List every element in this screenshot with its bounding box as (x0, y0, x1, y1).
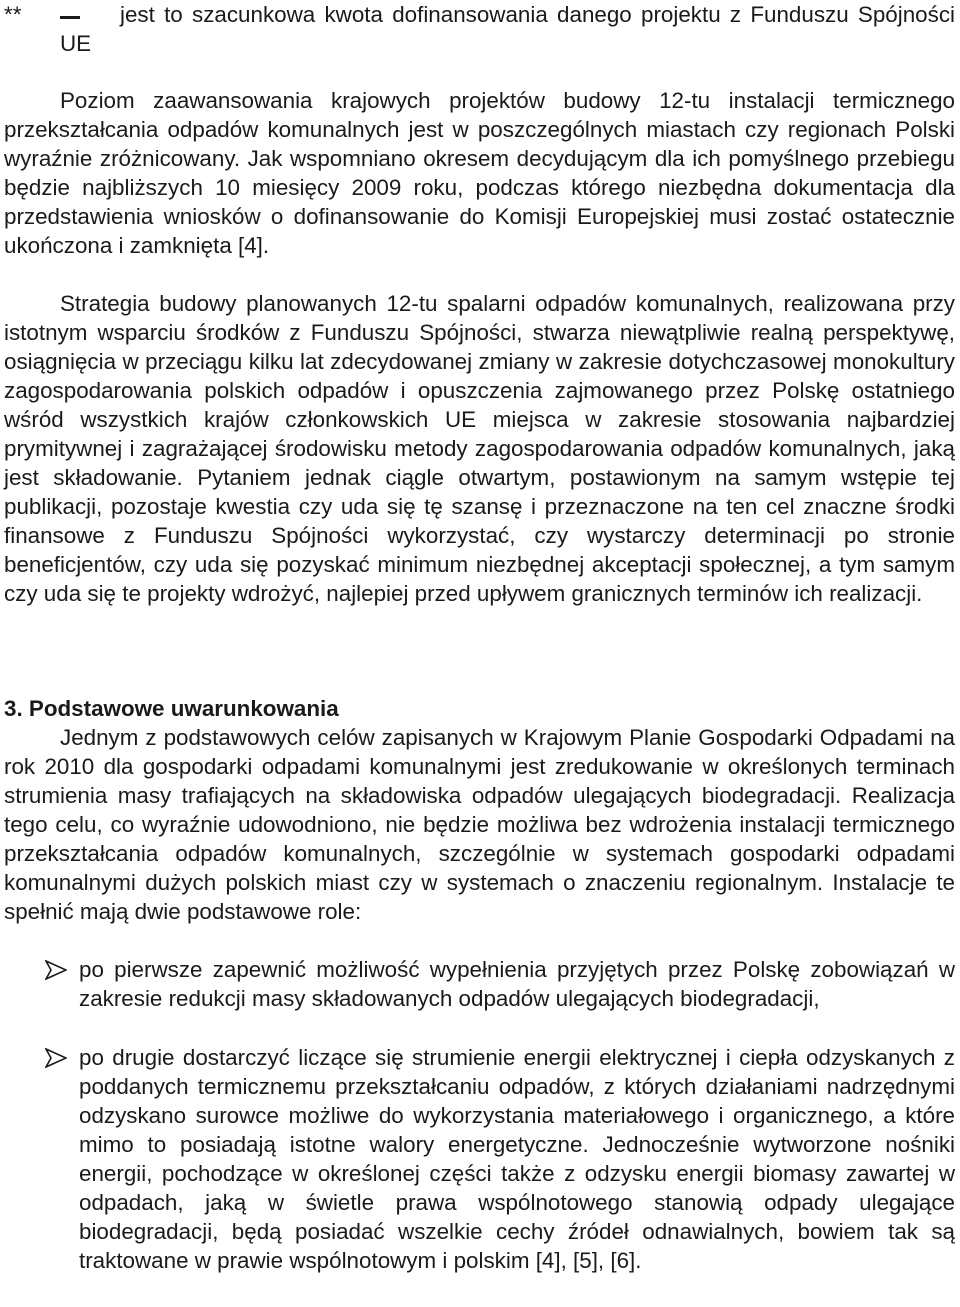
section-heading: 3. Podstawowe uwarunkowania (4, 696, 339, 721)
footnote-marker: ** (4, 2, 22, 27)
bullet-text: po pierwsze zapewnić możliwość wypełnienia przyjętych przez Polskę zobowiązań w zakresie redukcji masy składowanych odpadów ulegających biodegradacji, (79, 957, 955, 1011)
bullet-text: po drugie dostarczyć liczące się strumienie energii elektrycznej i ciepła odzyskanych z poddanych termicznemu przekształcaniu odpadów, z których działaniami nadrzędnymi odzyskano surowce możliwe do wykorzystania materiałowego i organicznego, a które mimo to posiadają istotne walory energetyczne. Jednocześnie wytworzone nośniki energii, pochodzące w określonej części także z odzysku energii biomasy zawartej w odpadach, jaką w świetle prawa wspólnotowego stanowią odpady ulegające biodegradacji, będą posiadać wszelkie cechy źródeł odnawialnych, bowiem tak są traktowane w prawie wspólnotowym i polskim [4], [5], [6]. (79, 1045, 955, 1273)
arrow-bullet-icon (45, 1048, 67, 1068)
arrow-bullet-icon (45, 960, 67, 980)
paragraph-strategy: Strategia budowy planowanych 12-tu spalarni odpadów komunalnych, realizowana przy istotnym wsparciu środków z Funduszu Spójności, stwarza niewątpliwie realną perspektywę, osiągnięcia w przeciągu kilku lat zdecydowanej zmiany w zakresie dotychczasowej monokultury zagospodarowania polskich odpadów i opuszczenia zajmowanego przez Polskę ostatniego wśród wszystkich krajów członkowskich UE miejsca w zakresie stosowania najbardziej prymitywnej i zagrażającej środowisku metody zagospodarowania odpadów komunalnych, jaką jest składowanie. Pytaniem jednak ciągle otwartym, postawionym na samym wstępie tej publikacji, pozostaje kwestia czy uda się tę szansę i przeznaczone na ten cel znaczne środki finansowe z Funduszu Spójności wykorzystać, czy wystarczy determinacji po stronie beneficjentów, czy uda się pozyskać minimum niezbędnej akceptacji społecznej, a tym samym czy uda się te projekty wdrożyć, najlepiej przed upływem granicznych terminów ich realizacji. (4, 291, 955, 606)
section-intro-paragraph: Jednym z podstawowych celów zapisanych w Krajowym Planie Gospodarki Odpadami na rok 2010 dla gospodarki odpadami komunalnymi jest zredukowanie w określonych terminach strumienia masy trafiających na składowiska odpadów ulegających biodegradacji. Realizacja tego celu, co wyraźnie udowodniono, nie będzie możliwa bez wdrożenia instalacji termicznego przekształcania odpadów komunalnych, szczególnie w systemach gospodarki odpadami komunalnymi dużych polskich miast czy w systemach o znaczeniu regionalnym. Instalacje te spełnić mają dwie podstawowe role: (4, 725, 955, 924)
paragraph-project-status: Poziom zaawansowania krajowych projektów budowy 12-tu instalacji termicznego przekształcania odpadów komunalnych jest w poszczególnych miastach czy regionach Polski wyraźnie zróżnicowany. Jak wspomniano okresem decydującym dla ich pomyślnego przebiegu będzie najbliższych 10 miesięcy 2009 roku, podczas którego niezbędna dokumentacja dla przedstawienia wniosków o dofinansowanie do Komisji Europejskiej musi zostać ostatecznie ukończona i zamknięta [4]. (4, 88, 955, 258)
footnote-text: jest to szacunkowa kwota dofinansowania danego projektu z Funduszu Spójności UE (60, 2, 955, 56)
